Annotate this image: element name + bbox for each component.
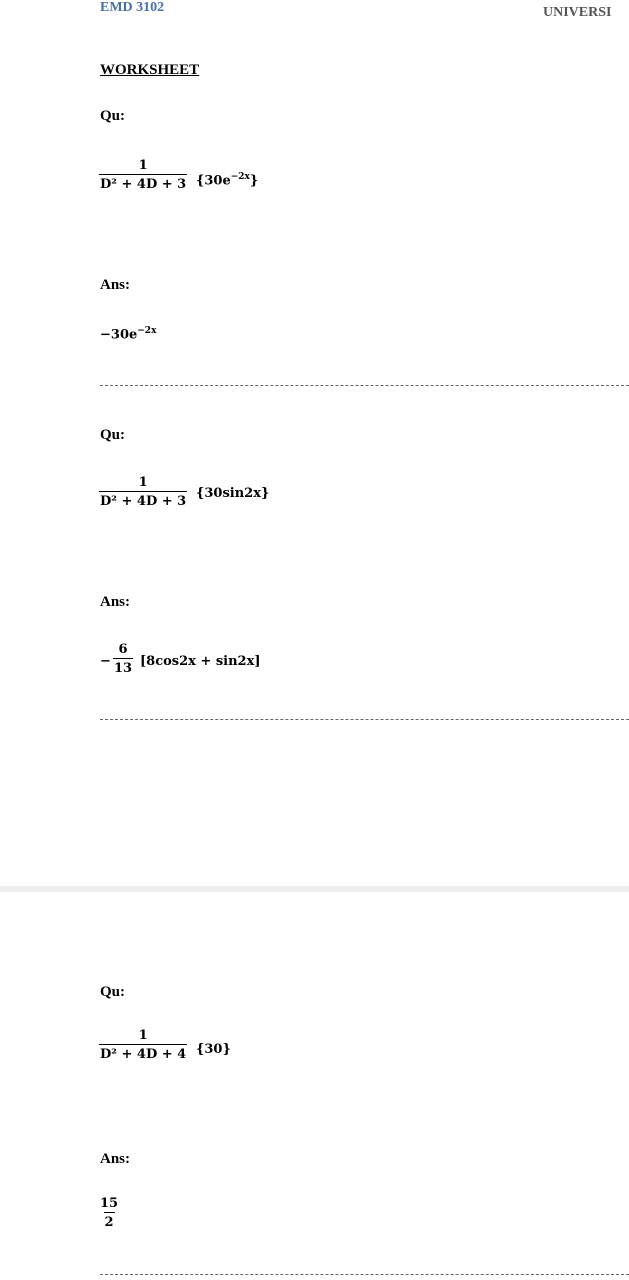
fraction-denominator: 13 (113, 658, 133, 676)
answer-2-sign: − (100, 654, 111, 669)
fraction-denominator: D² + 4D + 3 (99, 491, 187, 509)
argument-close: } (249, 173, 259, 189)
divider-1 (100, 385, 629, 386)
question-label-3: Qu: (100, 984, 126, 1000)
answer-base: −30e (100, 327, 138, 343)
question-label-1: Qu: (100, 108, 126, 124)
question-3-argument: {30} (196, 1042, 231, 1057)
fraction-denominator: D² + 4D + 3 (99, 174, 187, 192)
fraction-numerator: 1 (138, 475, 148, 490)
answer-exponent: −2x (137, 326, 157, 336)
fraction-numerator: 15 (100, 1196, 119, 1211)
course-code: EMD 3102 (100, 0, 165, 15)
worksheet-title: WORKSHEET (100, 62, 200, 78)
answer-3-fraction (99, 1196, 119, 1230)
answer-1-expression (100, 326, 156, 342)
fraction-denominator: 2 (104, 1212, 115, 1230)
question-2-operator-fraction (99, 475, 187, 509)
university-header: UNIVERSI (543, 5, 612, 20)
fraction-numerator: 1 (138, 1028, 148, 1043)
answer-label-2: Ans: (100, 594, 131, 610)
answer-label-3: Ans: (100, 1151, 131, 1167)
divider-3 (100, 1274, 629, 1275)
divider-2 (100, 719, 629, 720)
fraction-denominator: D² + 4D + 4 (99, 1044, 187, 1062)
argument-exponent: −2x (230, 172, 250, 182)
fraction-numerator: 1 (138, 158, 148, 173)
fraction-numerator: 6 (118, 642, 128, 657)
question-2-argument: {30sin2x} (196, 486, 270, 501)
question-1-operator-fraction (99, 158, 187, 192)
worksheet-page-2 (0, 892, 629, 1280)
question-1-argument (196, 172, 258, 188)
argument-base: {30e (196, 173, 231, 189)
question-label-2: Qu: (100, 427, 126, 443)
question-3-operator-fraction (99, 1028, 187, 1062)
answer-2-bracket: [8cos2x + sin2x] (140, 654, 261, 669)
answer-2-fraction (113, 642, 133, 676)
answer-label-1: Ans: (100, 277, 131, 293)
